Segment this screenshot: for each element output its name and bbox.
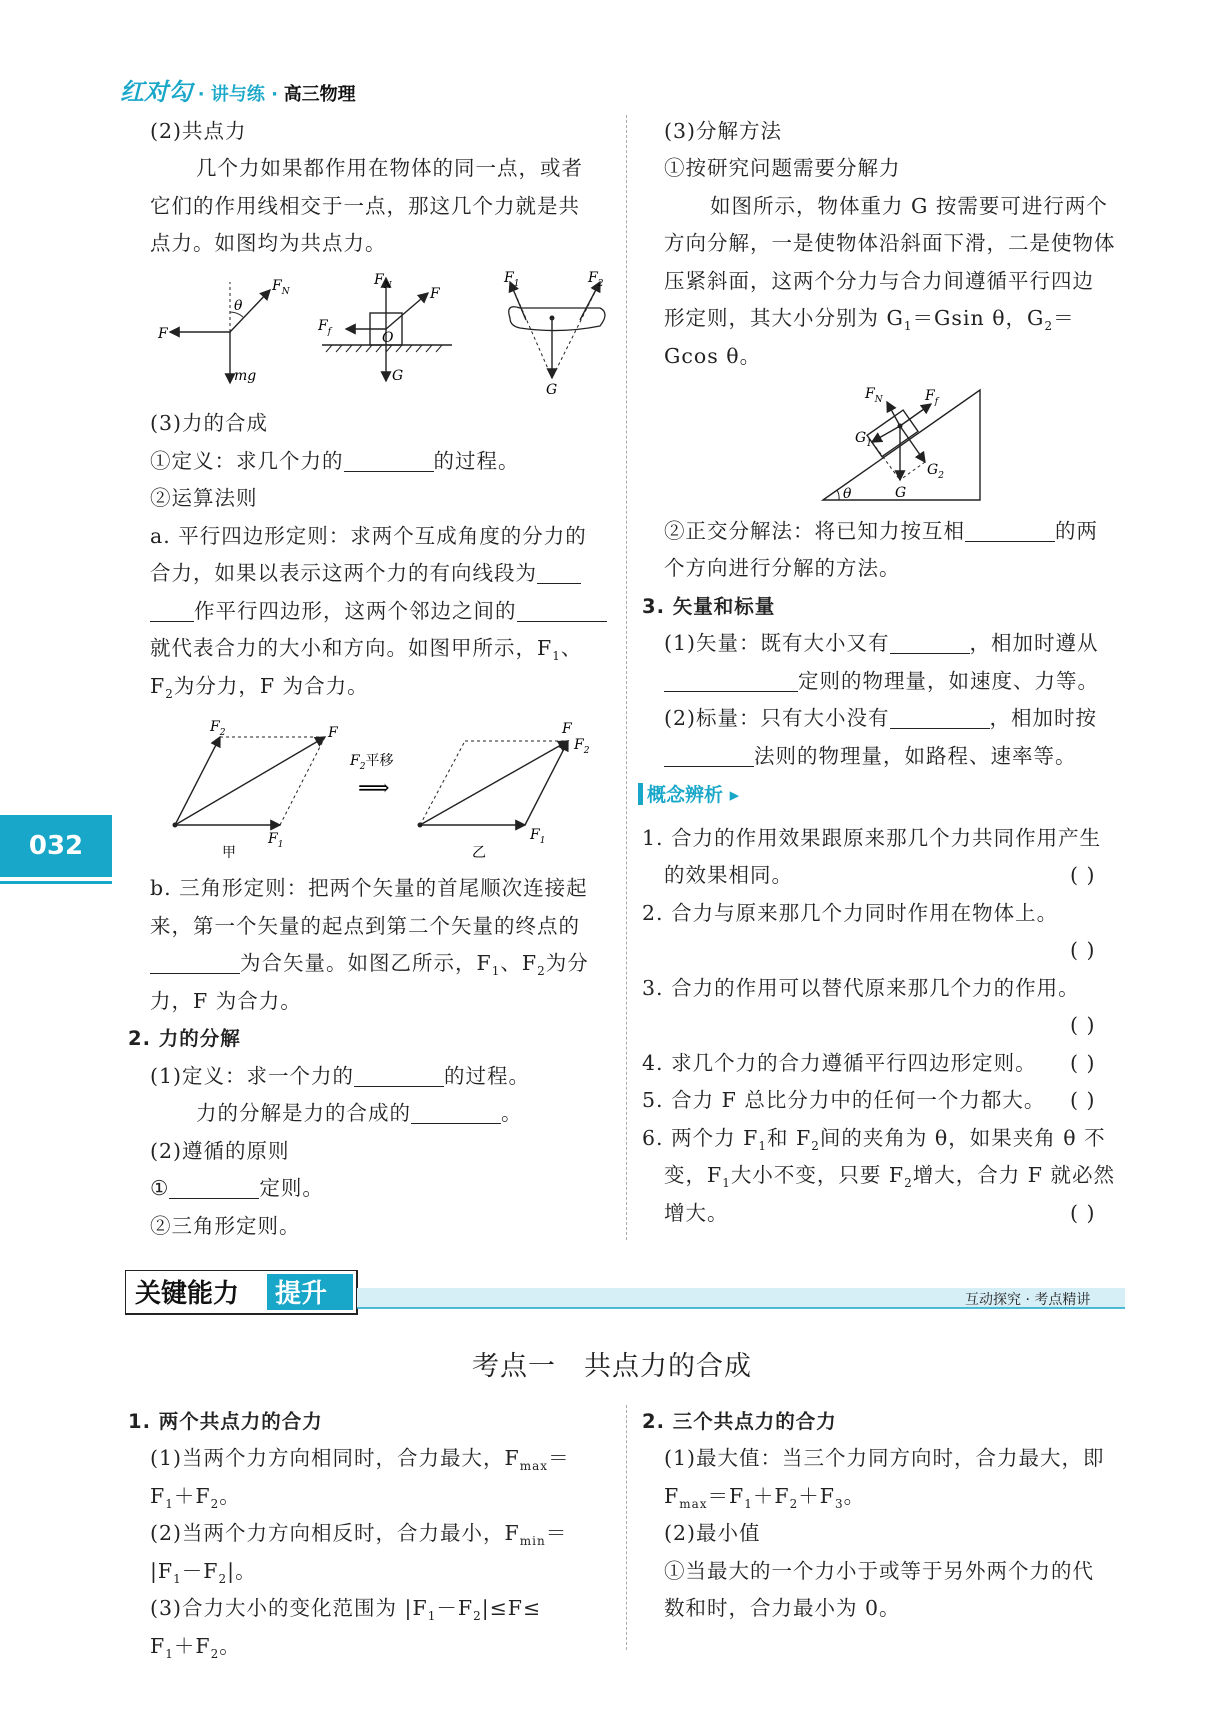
text-line: ②三角形定则。 xyxy=(150,1214,301,1238)
boat-forces-figure xyxy=(490,268,625,398)
column-divider xyxy=(626,1405,627,1650)
text-line: b. 三角形定则：把两个矢量的首尾顺次连接起 xyxy=(150,876,588,900)
text-line: 个方向进行分解的方法。 xyxy=(664,556,901,580)
force-FN-label: $F_N$ xyxy=(272,278,290,297)
answer-blank[interactable] xyxy=(150,599,194,622)
text-line: (1)定义：求一个力的 的过程。 xyxy=(150,1064,531,1088)
G1-label: $G_1$ xyxy=(855,430,872,449)
text-line: 它们的作用线相交于一点，那这几个力就是共 xyxy=(150,194,580,218)
text-line: 为合矢量。如图乙所示，$F_1$、$F_2$为分 xyxy=(150,945,589,991)
banner-title-main: 关键能力 xyxy=(135,1279,240,1309)
F-label: F xyxy=(562,721,572,737)
text-line: 作平行四边形，这两个邻边之间的 xyxy=(150,593,607,631)
shift-label: $F_2$平移 xyxy=(350,753,394,772)
text-line: ①定义：求几个力的 的过程。 xyxy=(150,449,520,473)
text-line: (2)共点力 xyxy=(150,119,247,143)
quiz-item-cont: 的效果相同。 xyxy=(664,863,793,887)
text-line: $F_1+F_2$。 xyxy=(150,1634,241,1662)
text-line: 就代表合力的大小和方向。如图甲所示，$F_1$、 xyxy=(150,636,583,664)
text-line: 合力，如果以表示这两个力的有向线段为 xyxy=(150,555,581,593)
text-line: 力的分解是力的合成的 。 xyxy=(196,1101,523,1125)
quiz-item-cont: 增大。 xyxy=(664,1201,729,1225)
force-G-label: G xyxy=(546,382,558,398)
text-line: (1)最大值：当三个力同方向时，合力最大，即 xyxy=(664,1446,1105,1470)
section-heading: 3. 矢量和标量 xyxy=(642,595,776,618)
judge-paren[interactable]: ( ) xyxy=(1070,1088,1096,1112)
page-number: 032 xyxy=(0,815,112,877)
quiz-item: 5. 合力 F 总比分力中的任何一个力都大。 xyxy=(642,1088,1046,1112)
answer-blank[interactable] xyxy=(890,706,990,729)
text-line: 力，F 为合力。 xyxy=(150,989,302,1013)
text-line: ①当最大的一个力小于或等于另外两个力的代 xyxy=(664,1559,1094,1583)
banner-right-text: 互动探究 · 考点精讲 xyxy=(965,1292,1091,1308)
text-line: $|F_1-F_2|$。 xyxy=(150,1559,257,1587)
text-line: (3)分解方法 xyxy=(664,119,783,143)
section-heading: 1. 两个共点力的合力 xyxy=(128,1410,323,1433)
answer-blank[interactable] xyxy=(890,631,970,654)
force-Ff-label: $F_f$ xyxy=(318,318,332,337)
text-line: ②运算法则 xyxy=(150,486,258,510)
F-label: F xyxy=(328,725,338,741)
quiz-item: 6. 两个力 $F_1$和 $F_2$间的夹角为 θ，如果夹角 θ 不 xyxy=(642,1126,1106,1154)
text-line: $F_2$为分力，F 为合力。 xyxy=(150,674,369,702)
point-O-label: O xyxy=(382,330,394,346)
Ff-label: $F_f$ xyxy=(925,388,939,407)
concurrent-forces-figure xyxy=(150,268,470,398)
G2-label: $G_2$ xyxy=(927,462,944,481)
text-line: 来，第一个矢量的起点到第二个矢量的终点的 xyxy=(150,914,580,938)
section-heading: 2. 力的分解 xyxy=(128,1027,241,1050)
page-header xyxy=(120,72,356,107)
F2-label: $F_2$ xyxy=(210,719,226,738)
text-line: 定则的物理量，如速度、力等。 xyxy=(664,663,1099,701)
figure-jia xyxy=(173,719,340,861)
text-line: $F_{max}=F_1+F_2+F_3$。 xyxy=(664,1484,866,1512)
text-line: (2)最小值 xyxy=(664,1521,761,1545)
parallelogram-figure xyxy=(160,705,600,865)
answer-blank[interactable] xyxy=(537,561,581,584)
text-line: ①按研究问题需要分解力 xyxy=(664,156,901,180)
text-line: (1)矢量：既有大小又有 ，相加时遵从 xyxy=(664,631,1099,655)
text-line: 几个力如果都作用在物体的同一点，或者 xyxy=(196,156,583,180)
force-F1-label: $F_1$ xyxy=(504,270,520,289)
text-line: 法则的物理量，如路程、速率等。 xyxy=(664,738,1077,776)
answer-blank[interactable] xyxy=(965,519,1055,542)
judge-paren[interactable]: ( ) xyxy=(1070,1201,1096,1225)
judge-paren[interactable]: ( ) xyxy=(1070,863,1096,887)
answer-blank[interactable] xyxy=(354,1064,444,1087)
answer-blank[interactable] xyxy=(150,951,240,974)
quiz-item: 3. 合力的作用可以替代原来那几个力的作用。 xyxy=(642,976,1080,1000)
quiz-item: 2. 合力与原来那几个力同时作用在物体上。 xyxy=(642,901,1059,925)
judge-paren[interactable]: ( ) xyxy=(1070,1013,1096,1037)
answer-blank[interactable] xyxy=(344,449,434,472)
theta-label: θ xyxy=(234,298,243,314)
text-line: 形定则，其大小分别为 $G_1=Gsin$ θ，$G_2=$ xyxy=(664,306,1075,334)
text-line: (2)标量：只有大小没有 ，相加时按 xyxy=(664,706,1098,730)
text-line: a. 平行四边形定则：求两个互成角度的分力的 xyxy=(150,524,587,548)
text-line: ②正交分解法：将已知力按互相 的两 xyxy=(664,519,1098,543)
section-banner xyxy=(125,1270,1125,1316)
figure-2 xyxy=(317,272,452,384)
concept-tag: 概念辨析 ▸ xyxy=(638,780,739,807)
answer-blank[interactable] xyxy=(517,599,607,622)
header-subtitle: · 讲与练 · xyxy=(197,84,278,105)
G-label: G xyxy=(895,485,907,501)
answer-blank[interactable] xyxy=(411,1101,501,1124)
text-line: (2)遵循的原则 xyxy=(150,1139,290,1163)
answer-blank[interactable] xyxy=(664,669,798,692)
text-line: 方向分解，一是使物体沿斜面下滑，二是使物体 xyxy=(664,231,1116,255)
brand-logo: 红对勾 xyxy=(120,78,192,106)
quiz-item: 4. 求几个力的合力遵循平行四边形定则。 xyxy=(642,1051,1037,1075)
text-line: 压紧斜面，这两个分力与合力间遵循平行四边 xyxy=(664,269,1094,293)
quiz-item-cont: 变，$F_1$大小不变，只要 $F_2$增大，合力 F 就必然 xyxy=(664,1163,1116,1191)
text-line: (1)当两个力方向相同时，合力最大，$F_{max}=$ xyxy=(150,1446,570,1474)
force-G-label: G xyxy=(392,368,404,384)
text-line: 数和时，合力最小为 0。 xyxy=(664,1596,901,1620)
figure-yi-caption: 乙 xyxy=(472,845,486,861)
text-line: 点力。如图均为共点力。 xyxy=(150,231,387,255)
text-line: (3)力的合成 xyxy=(150,411,269,435)
answer-blank[interactable] xyxy=(169,1176,259,1199)
text-line: ① 定则。 xyxy=(150,1176,324,1200)
force-F-label: F xyxy=(158,326,168,342)
FN-label: $F_N$ xyxy=(865,386,883,405)
force-F-label: F xyxy=(430,286,440,302)
F1-label: $F_1$ xyxy=(530,827,546,846)
mg-label: mg xyxy=(234,368,257,384)
banner-title-accent: 提升 xyxy=(275,1279,328,1309)
incline-figure xyxy=(815,382,985,507)
page-tab-underline xyxy=(0,881,112,884)
text-line: $F_1+F_2$。 xyxy=(150,1484,241,1512)
section-title: 考点一 共点力的合成 xyxy=(472,1351,752,1382)
force-FN-label: $F_N$ xyxy=(374,272,392,291)
text-line: (2)当两个力方向相反时，合力最小，$F_{min}=$ xyxy=(150,1521,568,1549)
section-heading: 2. 三个共点力的合力 xyxy=(642,1410,837,1433)
F2-label: $F_2$ xyxy=(574,737,590,756)
theta-label: θ xyxy=(843,486,852,502)
text-line: Gcos θ。 xyxy=(664,344,762,368)
column-divider xyxy=(626,115,627,1240)
shift-arrow: ⟹ xyxy=(358,776,390,801)
judge-paren[interactable]: ( ) xyxy=(1070,1051,1096,1075)
header-subject: 高三物理 xyxy=(283,84,356,105)
F1-label: $F_1$ xyxy=(268,831,284,850)
figure-jia-caption: 甲 xyxy=(222,845,236,861)
judge-paren[interactable]: ( ) xyxy=(1070,938,1096,962)
text-line: 如图所示，物体重力 G 按需要可进行两个 xyxy=(710,194,1108,218)
figure-yi xyxy=(418,721,590,861)
quiz-item: 1. 合力的作用效果跟原来那几个力共同作用产生 xyxy=(642,826,1102,850)
text-line: (3)合力大小的变化范围为 $|F_1-F_2|\le F\le$ xyxy=(150,1596,542,1624)
figure-1 xyxy=(157,278,291,384)
force-F2-label: $F_2$ xyxy=(588,270,604,289)
answer-blank[interactable] xyxy=(664,744,754,767)
